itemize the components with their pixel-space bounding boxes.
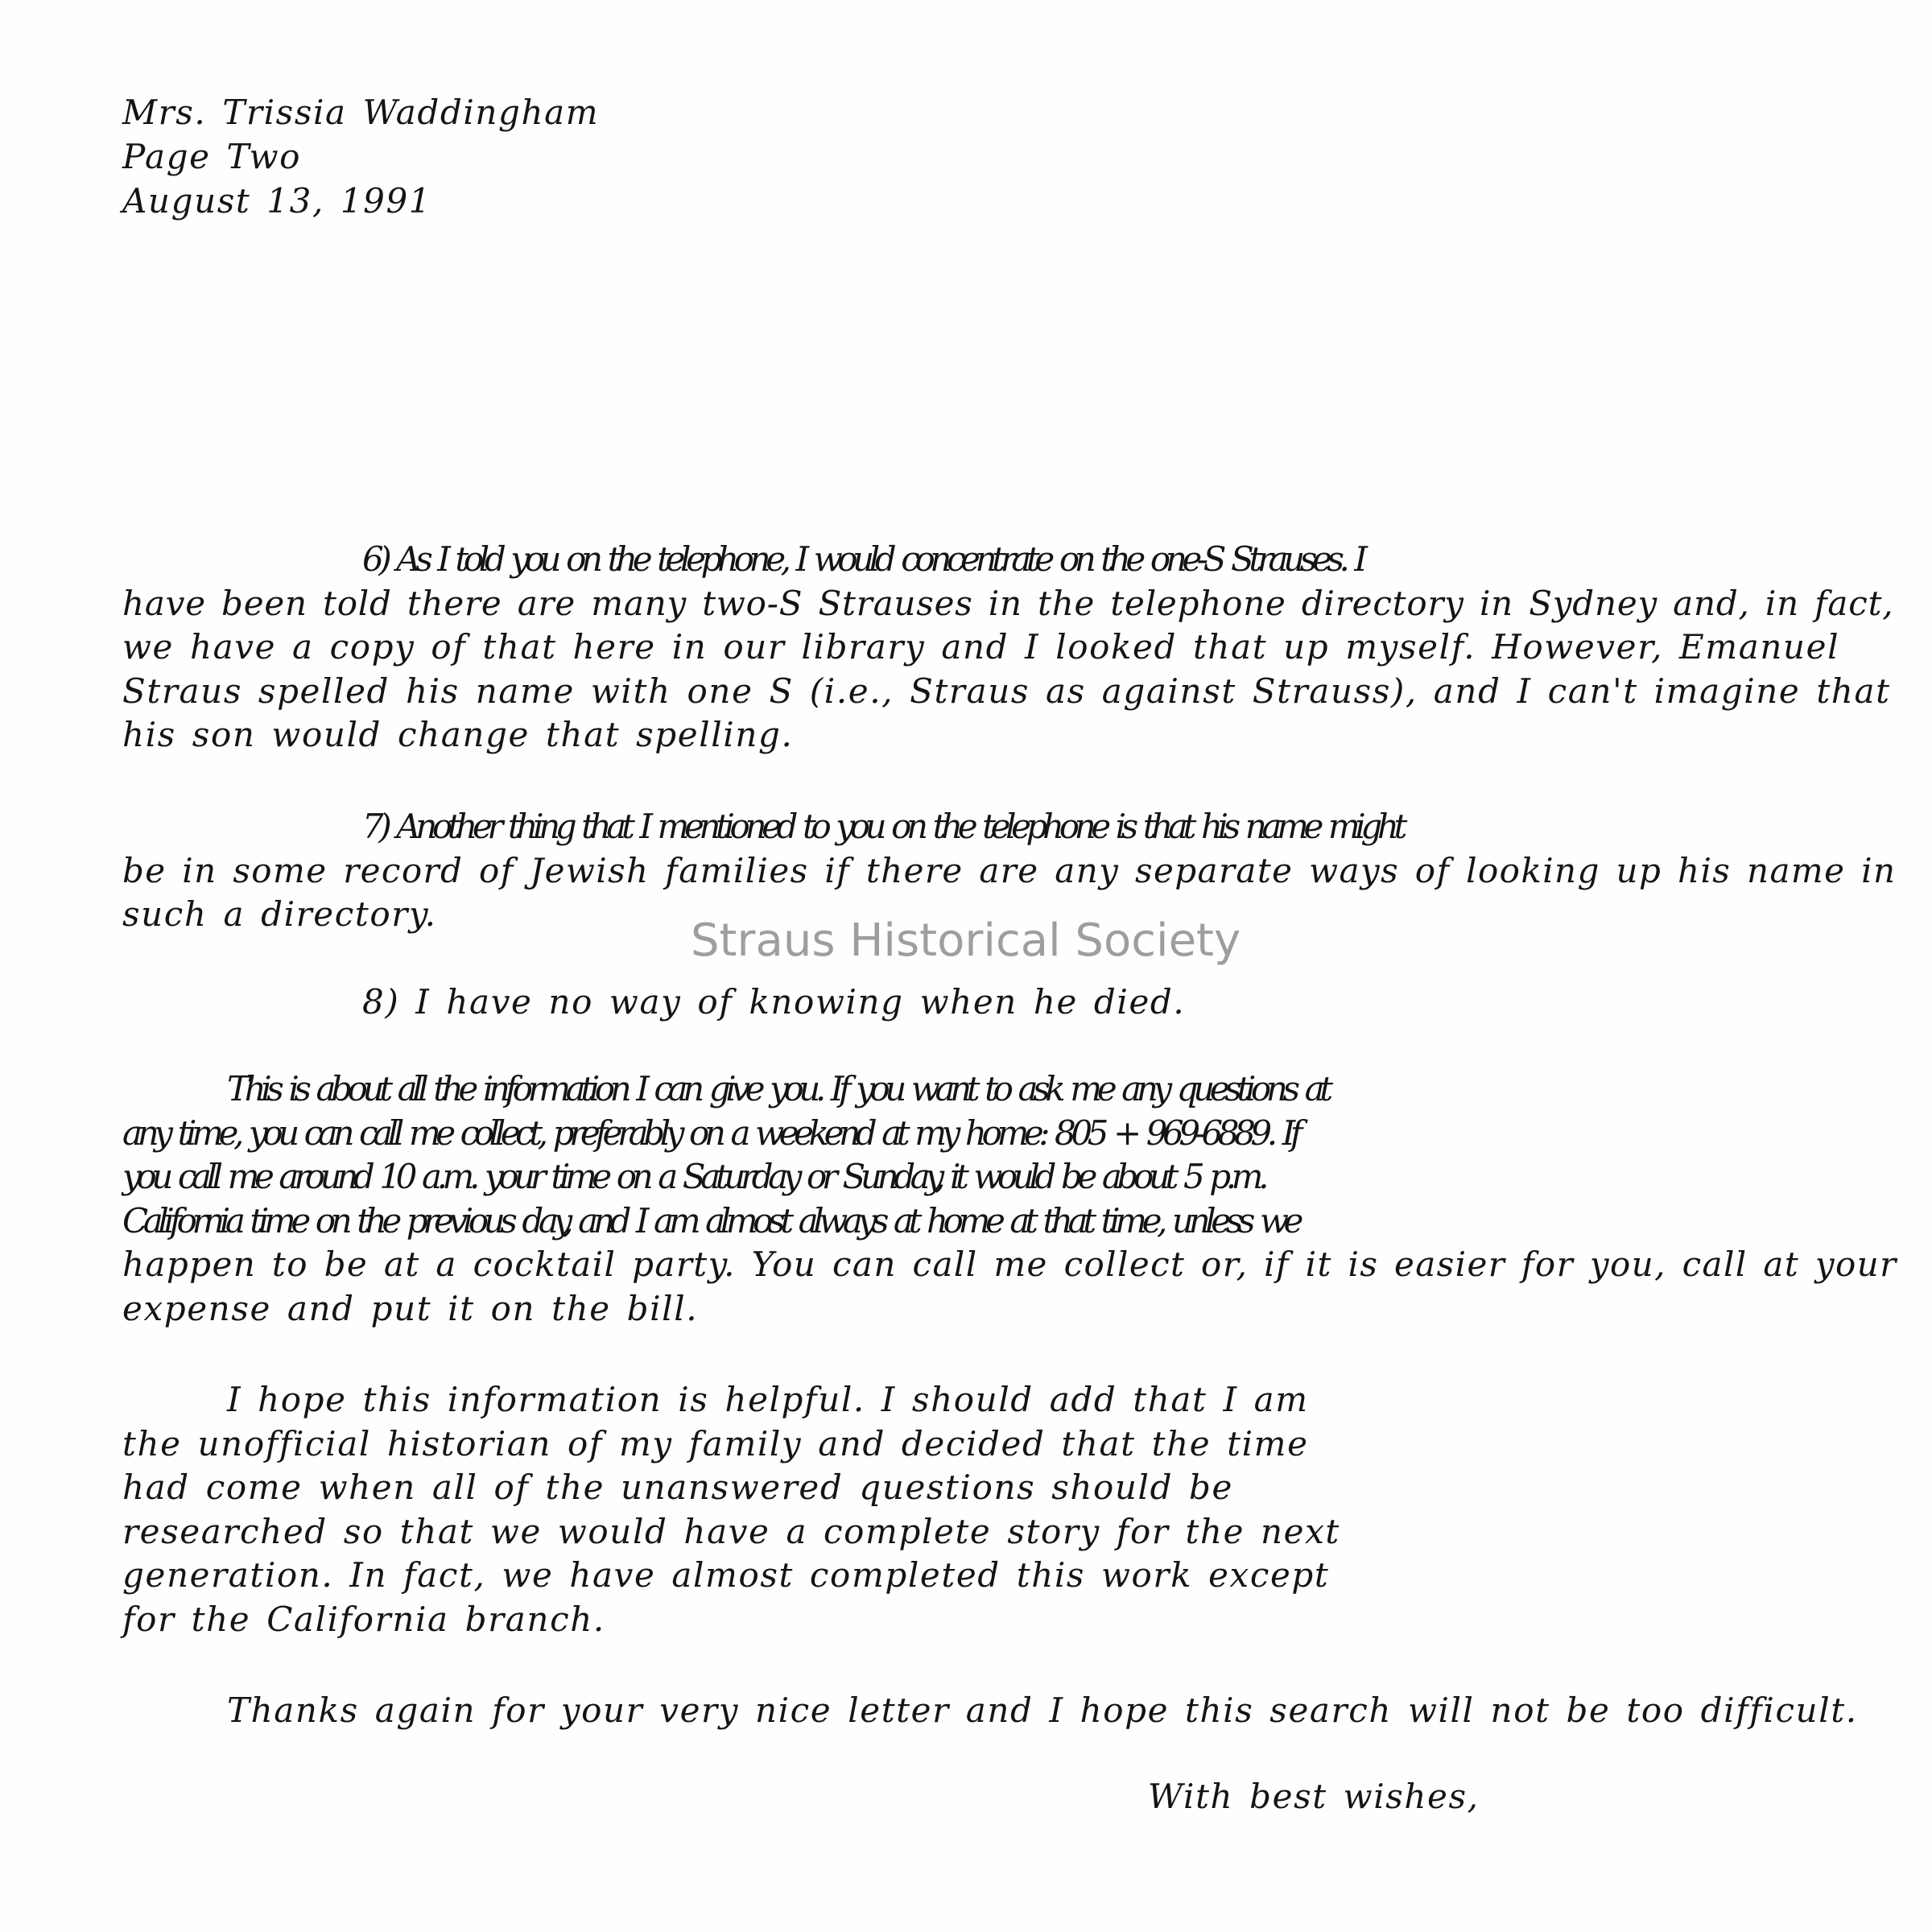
recipient-name: Mrs. Trissia Waddingham (122, 93, 600, 132)
paragraph-line: such a directory. (122, 894, 437, 934)
paragraph-line: Thanks again for your very nice letter and I hope this search will not be too difficult. (227, 1690, 1858, 1730)
paragraph-line: California time on the previous day, and I am almost always at home at that time, unless we (122, 1200, 1298, 1241)
letter-date: August 13, 1991 (122, 181, 432, 221)
paragraph-line: we have a copy of that here in our library and I looked that up myself. However, Emanuel (122, 627, 1840, 667)
paragraph-information (122, 1067, 1897, 1331)
paragraph-line: any time, you can call me collect, preferably on a weekend at my home: 805 + 969-6889. If (122, 1113, 1298, 1153)
paragraph-line: be in some record of Jewish families if there are any separate ways of looking up his name in (122, 850, 1897, 890)
paragraph-line: researched so that we would have a complete story for the next (122, 1511, 1340, 1551)
paragraph-line: have been told there are many two-S Strauses in the telephone directory in Sydney and, in fact, (122, 583, 1894, 623)
paragraph-line: 7) Another thing that I mentioned to you on the telephone is that his name might (362, 807, 1402, 846)
paragraph-line: happen to be at a cocktail party. You can call me collect or, if it is easier for you, call at your (122, 1245, 1897, 1284)
paragraph-line: expense and put it on the bill. (122, 1288, 699, 1328)
letter-header (122, 90, 599, 223)
closing-salutation: With best wishes, (1148, 1777, 1480, 1816)
paragraph-line: 6) As I told you on the telephone, I would concentrate on the one-S Strauses. I (362, 539, 1363, 579)
paragraph-line: I hope this information is helpful. I should add that I am (227, 1380, 1309, 1419)
paragraph-line: you call me around 10 a.m. your time on a Saturday or Sunday, it would be about 5 p.m. (122, 1157, 1265, 1196)
watermark: Straus Historical Society (691, 914, 1241, 967)
paragraph-6 (122, 538, 1893, 758)
paragraph-line: 8) I have no way of knowing when he died. (362, 982, 1186, 1022)
paragraph-thanks (122, 1689, 1858, 1733)
page-number: Page Two (122, 137, 302, 176)
paragraph-line: the unofficial historian of my family and decided that the time (122, 1423, 1309, 1463)
paragraph-line: had come when all of the unanswered questions should be (122, 1468, 1233, 1507)
paragraph-line: This is about all the information I can give you. If you want to ask me any questions at (227, 1069, 1328, 1108)
paragraph-line: his son would change that spelling. (122, 715, 794, 754)
paragraph-line: for the California branch. (122, 1599, 605, 1639)
paragraph-line: Straus spelled his name with one S (i.e., Straus as against Strauss), and I can't imagine that (122, 671, 1891, 711)
paragraph-8 (122, 980, 1185, 1025)
paragraph-historian (122, 1378, 1340, 1641)
paragraph-line: generation. In fact, we have almost completed this work except (122, 1555, 1330, 1595)
